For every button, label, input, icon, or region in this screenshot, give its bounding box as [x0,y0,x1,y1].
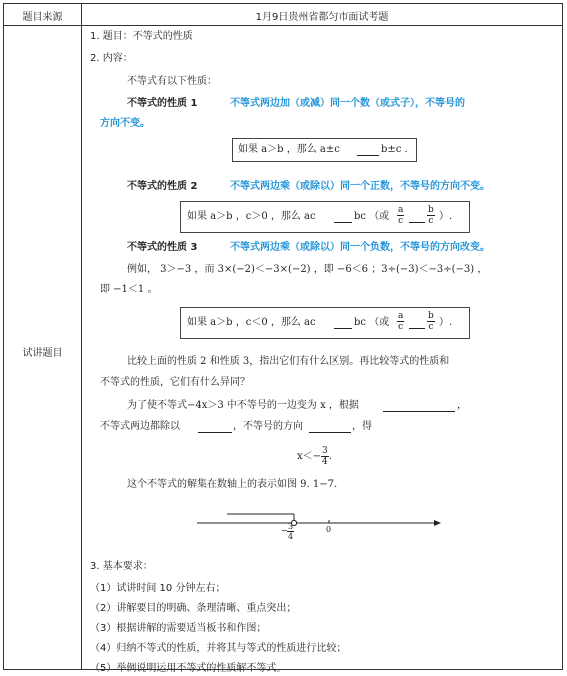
prop1-box-pre: 如果 a＞b ，那么 a±c [238,144,340,155]
number-line-figure [192,504,442,554]
solve-blank-1 [383,411,455,412]
solve-blank-3 [309,432,351,433]
prop2-blank-2 [409,222,425,223]
prop3-example-cont: 即 −1＜1 。 [100,284,158,295]
compare-text: 比较上面的性质 2 和性质 3，指出它们有什么区别。再比较等式的性质和 [127,356,450,367]
solve-text-2c: ，得 [352,421,372,432]
prop2-frac-a: $\frac{a}{c}$ [398,205,404,226]
item-title: 1. 题目：不等式的性质 [90,31,193,42]
prop3-blank-1 [334,328,352,329]
solve-text-end: ， [457,400,467,411]
prop1-box-post: b±c . [381,144,408,155]
prop3-box-pre: 如果 a＞b ，c＜0 ，那么 ac [187,317,316,328]
question-table [3,3,563,674]
prop2-name: 不等式的性质 2 [127,181,198,192]
prop1-name: 不等式的性质 1 [127,98,198,109]
numberline-caption: 这个不等式的解集在数轴上的表示如图 9. 1−7. [127,479,338,490]
prop3-frac-a: $\frac{a}{c}$ [398,311,404,332]
requirement-4: （4）归纳不等式的性质，并将其与等式的性质进行比较； [90,643,347,654]
requirement-1: （1）试讲时间 10 分钟左右； [90,583,226,594]
header-row [4,4,562,26]
item-requirements: 3. 基本要求： [90,561,153,572]
topic-label: 试讲题目 [22,348,63,359]
prop2-box-pre: 如果 a＞b ，c＞0 ，那么 ac [187,211,316,222]
prop1-box [232,138,417,162]
requirement-3: （3）根据讲解的需要适当板书和作图； [90,623,267,634]
compare-text-cont: 不等式的性质，它们有什么异同？ [100,377,250,388]
prop3-name: 不等式的性质 3 [127,242,198,253]
result-end: . [328,451,332,462]
prop2-box [180,201,470,233]
question-content [82,26,562,674]
prop2-text: 不等式两边乘（或除以）同一个正数，不等号的方向不变。 [230,181,490,192]
prop3-box [180,307,470,339]
prop1-blank [357,155,379,156]
prop3-example: 例如， 3＞−3 ，而 3×(−2)＜−3×(−2) ，即 −6＜6 ；3÷(−3)＜−3÷(−3) ， [127,264,488,275]
requirement-5: （5）举例说明运用不等式的性质解不等式。 [90,663,287,674]
source-value: 1月9日贵州省都匀市面试考题 [255,11,389,23]
solve-text-2b: ，不等号的方向 [233,421,303,432]
zero-label: 0 [326,525,332,534]
prop1-text-cont: 方向不变。 [100,118,150,129]
solve-text-2a: 不等式两边都除以 [100,421,180,432]
prop3-frac-b: $\frac{b}{c}$ [428,311,434,332]
prop3-text: 不等式两边乘（或除以）同一个负数，不等号的方向改变。 [230,242,490,253]
source-label: 题目来源 [22,11,63,23]
result-expression: x＜− $\frac{3}{4}$ . [297,446,332,467]
result-lhs: x＜− [297,451,322,462]
prop2-box-close: ）. [439,211,453,222]
item-content-heading: 2. 内容： [90,53,133,64]
requirement-2: （2）讲解要目的明确、条理清晰、重点突出； [90,603,297,614]
prop3-blank-2 [409,328,425,329]
prop1-text: 不等式两边加（或减）同一个数（或式子），不等号的 [230,98,465,109]
solve-text: 为了使不等式−4x＞3 中不等号的一边变为 x ，根据 [127,400,359,411]
intro-text: 不等式有以下性质： [127,76,217,87]
solve-blank-2 [198,432,232,433]
prop2-box-mid: bc （或 [354,211,390,222]
point-label: − $\frac{3}{4}$ [281,522,294,541]
prop3-box-close: ）. [439,317,453,328]
prop2-frac-b: $\frac{b}{c}$ [428,205,434,226]
prop2-blank-1 [334,222,352,223]
prop3-box-mid: bc （或 [354,317,390,328]
axis-arrow-icon [434,520,441,526]
